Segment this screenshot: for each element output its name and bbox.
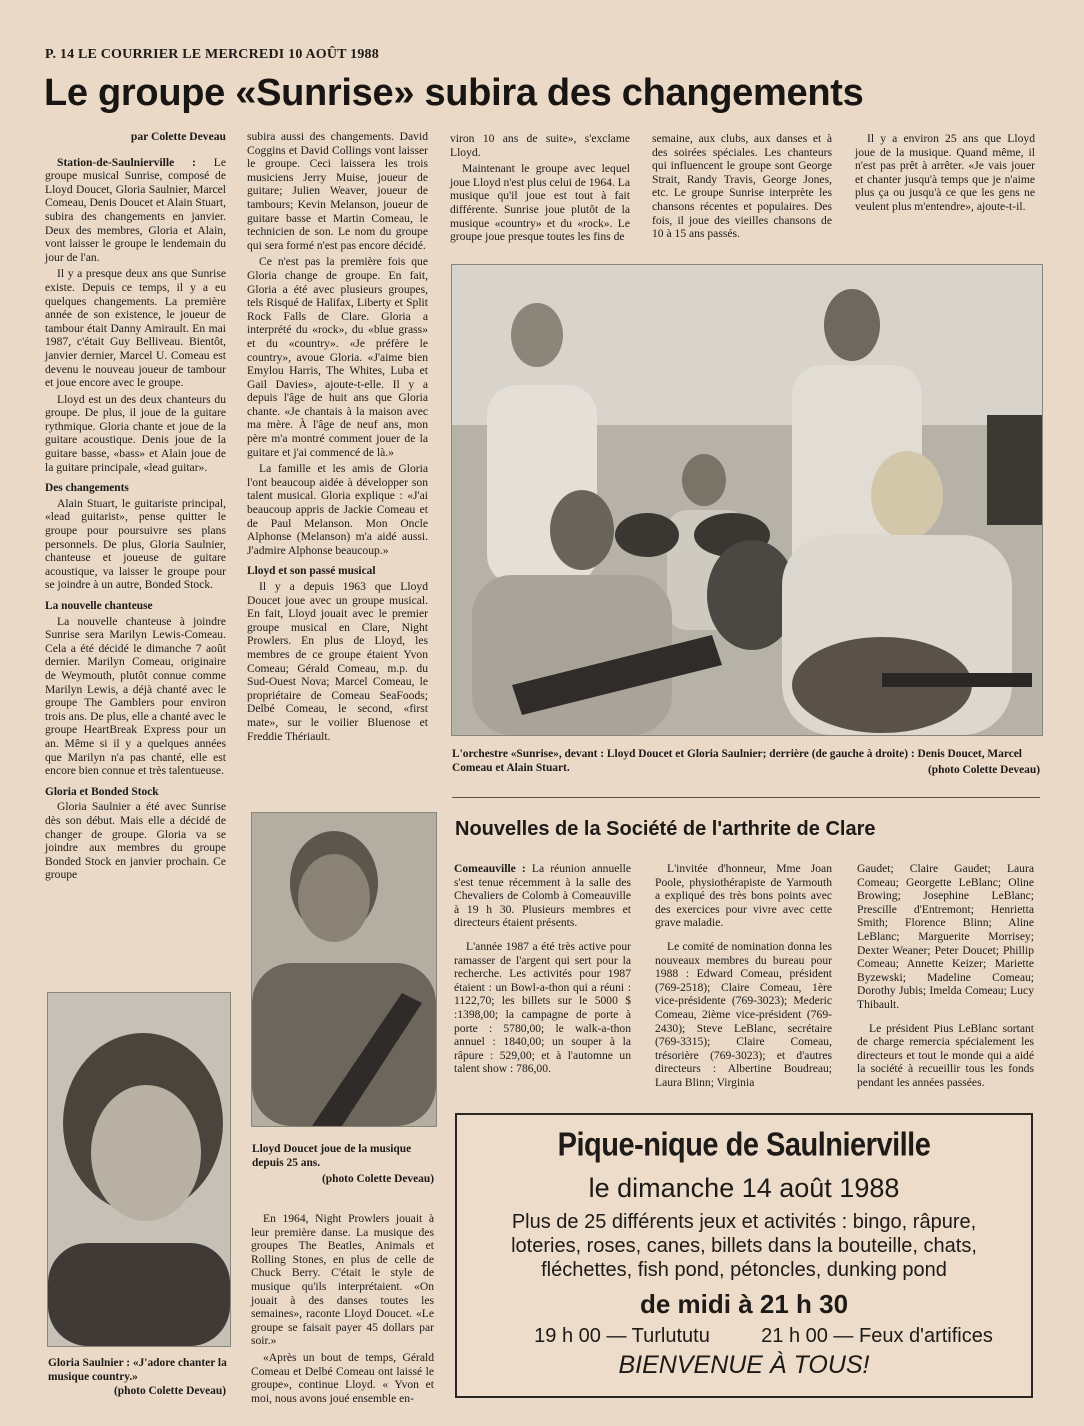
paragraph: Le président Pius LeBlanc sortant de charge remercia spécialement les directeurs et tout le monde qui a aidé la société à recueillir tous les fonds pendant les années passées. [857,1021,1034,1089]
paragraph: Il y a presque deux ans que Sunrise existe. Depuis ce temps, il y a eu quelques changements. La première année de son existence, le joueur de tambour était Danny Amirault. En mai 1987, c'était Guy Belliveau. Bientôt, janvier dernier, Marcel U. Comeau est devenu le nouveau joueur de tambour et joue encore avec le groupe. [45,267,226,390]
paragraph: Lloyd est un des deux chanteurs du groupe. De plus, il joue de la guitare rythmique. Gloria chante et joue de la guitare acoustique. Denis joue de la guitare basse, «bass» et Alain joue de la guitare principale, «lead guitar». [45,392,226,474]
paragraph: L'année 1987 a été très active pour ramasser de l'argent qui sert pour la recherche. Les activités pour 1987 étaient : un Bowl-a-thon qui a réuni : 1122,70; les billets sur le 5000 $ :1398,00; la campagne de porte à porte : 5780,00; le walk-a-thon annuel : 1840,00; un souper à la râpure : 529,00; et à l'automne un talent show : 786,00. [454,939,631,1076]
dateline: Comeauville : [454,862,526,875]
ad-title: Pique-nique de Saulnierville [557,1126,931,1164]
paragraph: La réunion annuelle s'est tenue récemment à la salle des Chevaliers de Colomb à Comeauville à 19 h 30. Plusieurs membres et directeurs étaient présents. [454,862,631,930]
paragraph: viron 10 ans de suite», s'exclame Lloyd. [450,132,630,159]
band-photo-credit: (photo Colette Deveau) [928,764,1040,776]
caption-text: L'orchestre «Sunrise», devant : Lloyd Doucet et Gloria Saulnier; derrière (de gauche à droite) : Denis Doucet, Marcel Comeau et Alain Stuart. [452,748,1022,774]
paragraph: L'invitée d'honneur, Mme Joan Poole, physiothérapiste de Yarmouth a expliqué des très bons points avec des exercices pour vivre avec cette grave maladie. [655,862,832,930]
arthrite-headline: Nouvelles de la Société de l'arthrite de Clare [455,818,876,840]
paragraph: Maintenant le groupe avec lequel joue Lloyd n'est plus celui de 1964. La musique qu'il joue est tout à fait différente. Sunrise joue plutôt de la musique «country» et du «rock». Le groupe joue presque toutes les fins de [450,162,630,244]
ad-event: 21 h 00 — Feux d'artifices [761,1325,993,1347]
ad-line: loteries, roses, canes, billets dans la bouteille, chats, [511,1235,977,1257]
lloyd-photo-illustration [252,813,436,1126]
paragraph: La famille et les amis de Gloria l'ont beaucoup aidée à développer son talent musical. Gloria explique : «J'ai beaucoup appris de Jackie Comeau et de Paul Melanson. Mon Oncle Alphonse (Melanson) m'a aidé aussi. J'admire Alphonse beaucoup.» [247,462,428,557]
picnic-advertisement [455,1113,1033,1398]
arthrite-column-2 [655,862,832,1093]
arthrite-column-3 [857,862,1034,1093]
dateline: Station-de-Saulnierville : [57,155,196,169]
paragraph: Il y a environ 25 ans que Lloyd joue de la musique. Quand même, il n'est pas prêt à arrêter. «Je vais jouer et chanter jusqu'à temps que je n'aime plus ça ou jusqu'à ce que les gens ne veulent plus m'entendre», ajoute-t-il. [855,132,1035,213]
gloria-photo [47,992,231,1347]
ad-time: de midi à 21 h 30 [639,1289,849,1319]
paragraph: La nouvelle chanteuse à joindre Sunrise sera Marilyn Lewis-Comeau. Cela a été décidé le dimanche 7 août dernier. Marilyn Comeau, originaire de Weymouth, plutôt connue comme Marilyn Lewis, a déjà chanté avec le groupe The Gamblers pour environ trois ans. De plus, elle a chanté avec le groupe HeartBreak Express pour un an. Même si il y a quelques années que Marilyn n'a pas chanté, elle est encore bien connue et très talentueuse. [45,614,226,778]
paragraph: subira aussi des changements. David Coggins et David Collings vont laisser le groupe. Ceci laissera les trois musiciens Jerry Muise, joueur de guitare; Julien Weaver, joueur de tambours; Kevin Melanson, joueur de guitare basse et Martin Comeau, le technicien de son. Le nom du groupe qui sera formé n'est pas encore décidé. [247,130,428,252]
byline: par Colette Deveau [130,130,226,143]
gloria-photo-illustration [48,993,230,1346]
article-column-1 [45,130,226,885]
paragraph: Il y a depuis 1963 que Lloyd Doucet joue avec un groupe musical. En fait, Lloyd jouait avec le premier groupe musical en Clare, Night Prowlers. En plus de Lloyd, les membres de ce groupe étaient Yvon Comeau; Gérald Comeau, m.p. du Sud-Ouest Nova; Marcel Comeau, le propriétaire de Comeau SeaFoods; Delbé Comeau, le second, «first mate», sur le voilier Bluenose et Freddie Thériault. [247,580,428,743]
lloyd-photo-caption: Lloyd Doucet joue de la musique depuis 25 ans. [252,1143,412,1169]
gloria-photo-credit: (photo Colette Deveau) [114,1385,226,1397]
band-photo-illustration [452,265,1042,735]
arthrite-column-1 [454,862,631,1079]
lloyd-photo [251,812,437,1127]
divider [452,797,1040,798]
article-column-5 [855,132,1035,217]
article-column-2 [247,130,428,746]
ad-line: Plus de 25 différents jeux et activités : bingo, râpure, [511,1211,977,1233]
article-column-3 [450,132,630,247]
paragraph: Alain Stuart, le guitariste principal, «lead guitarist», pense quitter le groupe pour poursuivre ses plans personnels. De plus, Gloria Saulnier, chanteuse et joueuse de guitare acoustique, va laisser le groupe pour se joindre à un autre, Bonded Stock. [45,496,226,592]
paragraph: Gloria Saulnier a été avec Sunrise dès son début. Mais elle a décidé de changer de groupe. Gloria va se joindre aux membres du groupe Bonded Stock en janvier prochain. Ce groupe [45,800,226,882]
paragraph: En 1964, Night Prowlers jouait à leur première danse. La musique des groupes The Beatles, Animals et Rolling Stones, en plus de celle de Chuck Berry. C'était le style de musique qu'ils interprétaient. «On jouait à des danses toutes les semaines», raconte Lloyd Doucet. «Le groupe se faisait payer 45 dollars par soir.» [251,1212,434,1348]
headline: Le groupe «Sunrise» subira des changements [44,72,864,114]
paragraph: Le groupe musical Sunrise, composé de Lloyd Doucet, Gloria Saulnier, Marcel Comeau, Denis Doucet et Alain Stuart, subira des changements en janvier. Deux des membres, Gloria et Alain, vont laisser le groupe le lendemain du jour de l'an. [45,155,226,264]
paragraph: «Après un bout de temps, Gérald Comeau et Delbé Comeau ont laissé le groupe», continue Lloyd. « Yvon et moi, nous avons joué ensemble en- [251,1350,434,1405]
paragraph: Le comité de nomination donna les nouveaux membres du bureau pour 1988 : Edward Comeau, président (769-2518); Claire Comeau, 1ère vice-présidente (769-3023); Mederic Comeau, 2ième vice-président (769-2430); Steve LeBlanc, secrétaire (769-3315); Claire Comeau, trésorière (769-3023); et d'autres directeurs : Albertine Boudreau; Laura Blinn; Virginia [655,939,832,1089]
ad-event: 19 h 00 — Turlututu [534,1325,710,1347]
ad-line: fléchettes, fish pond, pétoncles, dunking pond [541,1259,947,1281]
paragraph: Gaudet; Claire Gaudet; Laura Comeau; Georgette LeBlanc; Oline Browing; Josephine LeBlanc; Prescille d'Entremont; Henrietta Smith; Florence Blinn; Aline LeBlanc; Marguerite Morrisey; Dexter Weaner; Peter Doucet; Phillip Comeau; Annette Keizer; Mariette Byzewski; Madeline Comeau; Dorothy Jubis; Imelda Comeau; Lucy Thibault. [857,862,1034,1011]
lloyd-photo-credit: (photo Colette Deveau) [322,1173,434,1185]
subheading: Gloria et Bonded Stock [45,785,159,798]
page-header: P. 14 LE COURRIER LE MERCREDI 10 AOÛT 1988 [45,47,379,62]
subheading: Lloyd et son passé musical [247,565,376,578]
paragraph: semaine, aux clubs, aux danses et à des soirées spéciales. Les chanteurs qui influencent le groupe sont George Strait, Randy Travis, George Jones, etc. Le groupe Sunrise interprète les chansons récentes et populaires. Des fois, il joue des vieilles chansons de 10 à 15 ans passés. [652,132,832,241]
article-continuation [251,1212,434,1408]
paragraph: Ce n'est pas la première fois que Gloria change de groupe. En fait, Gloria a été avec plusieurs groupes, tels Risqué de Halifax, Liberty et Split Rock Falls de Clare. Gloria a interprété du «rock», du «blue grass» et du «country». «Je préfère le country», avoue Gloria. «J'aime bien Emylou Harris, The Whites, Luba et Gail Davies», ajoute-t-elle. Il y a depuis l'âge de huit ans que Gloria chante. «Je chantais à la maison avec ma mère. À l'âge de neuf ans, mon père m'a montré comment jouer de la guitare et j'ai commencé de là.» [247,255,428,459]
band-photo [451,264,1043,736]
gloria-photo-caption: Gloria Saulnier : «J'adore chanter la musique country.» [48,1357,227,1383]
subheading: Des changements [45,482,129,495]
ad-welcome: BIENVENUE À TOUS! [618,1351,870,1379]
ad-date: le dimanche 14 août 1988 [588,1173,900,1203]
article-column-4 [652,132,832,244]
subheading: La nouvelle chanteuse [45,600,153,612]
